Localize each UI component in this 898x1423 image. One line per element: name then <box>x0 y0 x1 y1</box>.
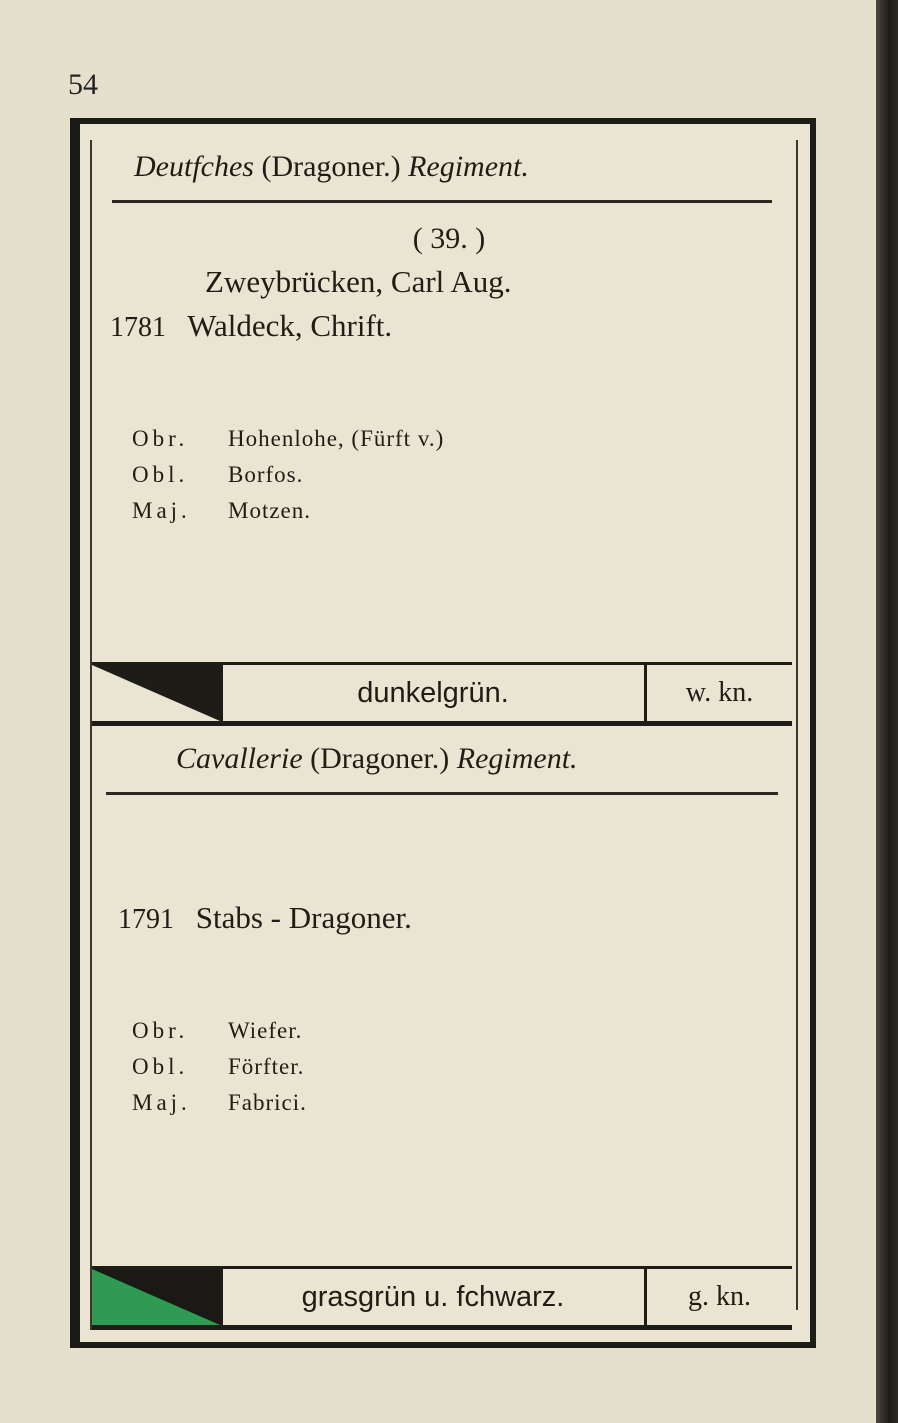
page-frame <box>72 118 816 1348</box>
officer-name: Fabrici. <box>228 1090 307 1115</box>
officer-row <box>132 462 303 488</box>
officer-row <box>132 1090 307 1116</box>
facing-swatch <box>92 1269 220 1325</box>
officer-row <box>132 426 444 452</box>
proprietor-name: Stabs - Dragoner. <box>195 900 412 935</box>
officer-rank: Maj. <box>132 498 191 523</box>
officer-name: Wiefer. <box>228 1018 303 1043</box>
section-title-suffix: Regiment. <box>408 150 529 183</box>
uniform-colour-row <box>92 662 792 726</box>
officer-rank: Obr. <box>132 426 189 451</box>
facing-colour: grasgrün u. fchwarz. <box>220 1269 643 1325</box>
uniform-colour-row <box>92 1266 792 1330</box>
officer-rank: Obl. <box>132 462 189 487</box>
officer-row <box>132 1054 304 1080</box>
section-title-type: (Dragoner.) <box>310 742 450 775</box>
officer-name: Motzen. <box>228 498 312 523</box>
section-title-type: (Dragoner.) <box>261 150 401 183</box>
facing-colour: dunkelgrün. <box>220 665 643 721</box>
frame-left-bar <box>70 118 80 1348</box>
inner-rule-right <box>796 140 798 1310</box>
officer-name: Hohenlohe, (Fürft v.) <box>228 426 445 451</box>
year: 1791 <box>118 904 174 935</box>
proprietor-line <box>118 900 412 936</box>
section-title <box>134 150 529 184</box>
proprietor-name: Waldeck, Chrift. <box>187 308 393 343</box>
officer-name: Borfos. <box>228 462 304 487</box>
officer-row <box>132 1018 302 1044</box>
officer-row <box>132 498 311 524</box>
year: 1781 <box>110 312 166 343</box>
regiment-number: ( 39. ) <box>412 222 486 255</box>
title-rule <box>112 200 772 203</box>
button-type: g. kn. <box>644 1269 792 1325</box>
proprietor-line <box>110 308 392 344</box>
officer-rank: Maj. <box>132 1090 191 1115</box>
facing-swatch <box>92 665 220 721</box>
officer-rank: Obl. <box>132 1054 189 1079</box>
button-type: w. kn. <box>644 665 792 721</box>
section-title <box>176 742 578 776</box>
title-rule <box>106 792 778 795</box>
section-title-name: Cavallerie <box>176 742 303 775</box>
officer-name: Förfter. <box>228 1054 305 1079</box>
section-title-suffix: Regiment. <box>456 742 578 775</box>
section-title-name: Deutfches <box>134 150 254 183</box>
book-spine <box>876 0 898 1423</box>
owner-line: Zweybrücken, Carl Aug. <box>205 264 512 299</box>
inner-rule-left <box>90 140 92 1330</box>
officer-rank: Obr. <box>132 1018 189 1043</box>
page-number: 54 <box>68 68 98 101</box>
